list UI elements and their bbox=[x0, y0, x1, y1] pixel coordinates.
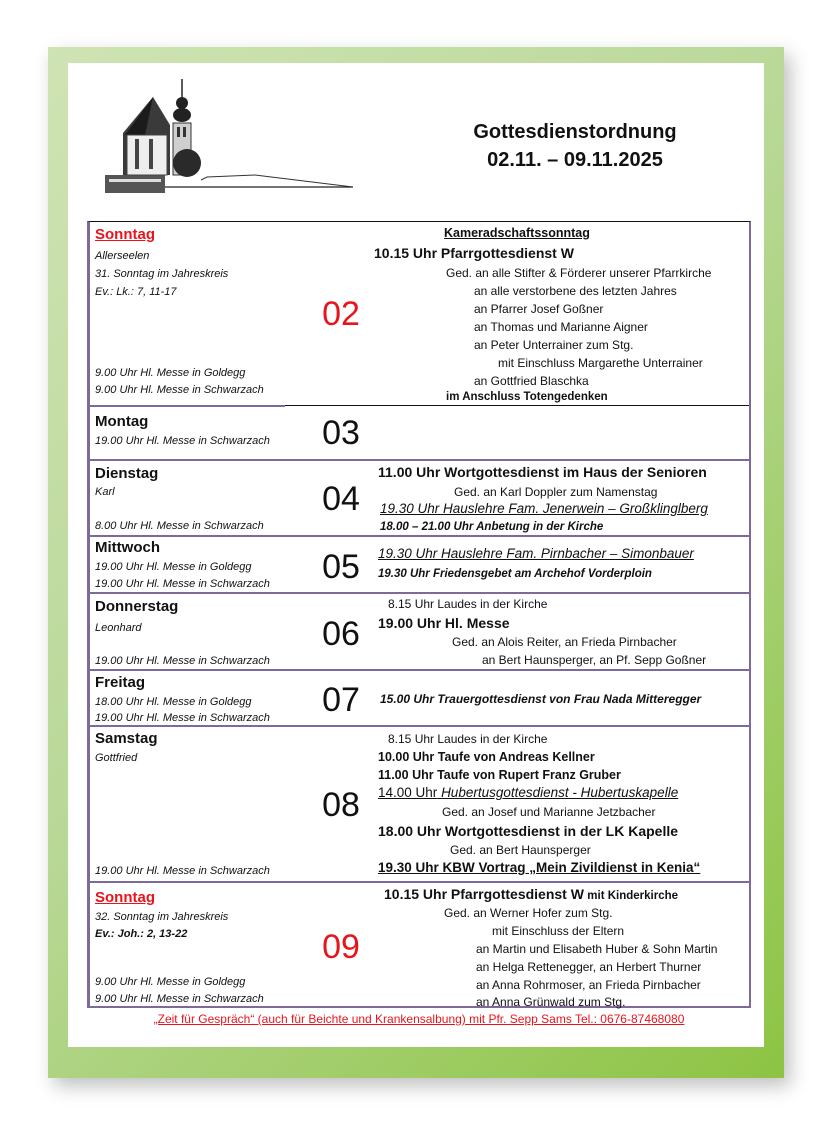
event-line: 11.00 Uhr Taufe von Rupert Franz Gruber bbox=[378, 768, 621, 782]
day-subtitle: Ev.: Joh.: 2, 13-22 bbox=[95, 928, 188, 940]
day-name: Montag bbox=[95, 413, 149, 430]
event-line: mit Einschluss der Eltern bbox=[492, 924, 625, 938]
day-number: 07 bbox=[322, 681, 360, 719]
day-number: 05 bbox=[322, 548, 360, 586]
date-range: 02.11. – 09.11.2025 bbox=[487, 149, 663, 171]
mass-time: 19.00 Uhr Hl. Messe in Schwarzach bbox=[95, 865, 270, 877]
event-line: Ged. an Alois Reiter, an Frieda Pirnbacher bbox=[452, 635, 677, 649]
event-line: 8.15 Uhr Laudes in der Kirche bbox=[388, 732, 548, 746]
day-subtitle: 32. Sonntag im Jahreskreis bbox=[95, 911, 229, 923]
day-subtitle: Karl bbox=[95, 486, 115, 498]
day-name: Sonntag bbox=[95, 226, 155, 243]
event-line: an alle verstorbene des letzten Jahres bbox=[474, 284, 677, 298]
day-row-samstag-08 bbox=[90, 725, 749, 881]
day-subtitle: Allerseelen bbox=[95, 250, 150, 262]
event-line: Ged. an Werner Hofer zum Stg. bbox=[444, 906, 613, 920]
event-line: 19.30 Uhr Hauslehre Fam. Jenerwein – Großklinglberg bbox=[380, 501, 708, 516]
event-line: 10.00 Uhr Taufe von Andreas Kellner bbox=[378, 750, 595, 764]
contact-footer: „Zeit für Gespräch“ (auch für Beichte und Krankensalbung) mit Pfr. Sepp Sams Tel.: 0676-87468080 bbox=[153, 1012, 685, 1026]
event-line: 8.15 Uhr Laudes in der Kirche bbox=[388, 597, 548, 611]
event-title: 10.15 Uhr Pfarrgottesdienst W bbox=[384, 886, 584, 902]
day-number: 03 bbox=[322, 414, 360, 452]
event-line: Kameradschaftssonntag bbox=[444, 226, 590, 240]
event-line bbox=[384, 885, 678, 905]
event-line: an Martin und Elisabeth Huber & Sohn Martin bbox=[476, 942, 718, 956]
event-line: 10.15 Uhr Pfarrgottesdienst W bbox=[374, 245, 574, 261]
day-name: Sonntag bbox=[95, 889, 155, 906]
day-subtitle: 31. Sonntag im Jahreskreis bbox=[95, 268, 229, 280]
event-line bbox=[378, 784, 678, 802]
day-row-sonntag-09 bbox=[90, 881, 749, 1007]
event-line: Ged. an alle Stifter & Förderer unserer Pfarrkirche bbox=[446, 266, 712, 280]
day-name: Samstag bbox=[95, 730, 158, 747]
event-line: Ged. an Karl Doppler zum Namenstag bbox=[454, 485, 658, 499]
day-name: Donnerstag bbox=[95, 598, 179, 615]
mass-time: 9.00 Uhr Hl. Messe in Schwarzach bbox=[95, 993, 264, 1005]
day-number: 02 bbox=[322, 295, 360, 333]
event-line: an Peter Unterrainer zum Stg. bbox=[474, 338, 634, 352]
event-line: 18.00 Uhr Wortgottesdienst in der LK Kapelle bbox=[378, 823, 679, 839]
day-row-donnerstag-06 bbox=[90, 592, 749, 669]
event-line: Ged. an Bert Haunsperger bbox=[450, 843, 591, 857]
mass-time: 19.00 Uhr Hl. Messe in Schwarzach bbox=[95, 655, 270, 667]
mass-time: 19.00 Uhr Hl. Messe in Schwarzach bbox=[95, 435, 270, 447]
event-line: 15.00 Uhr Trauergottesdienst von Frau Nada Mitteregger bbox=[380, 692, 702, 706]
event-line: an Bert Haunsperger, an Pf. Sepp Goßner bbox=[482, 653, 707, 667]
day-row-dienstag-04 bbox=[90, 459, 749, 535]
mass-time: 18.00 Uhr Hl. Messe in Goldegg bbox=[95, 696, 252, 708]
event-line: an Anna Rohrmoser, an Frieda Pirnbacher bbox=[476, 978, 701, 992]
event-line: 19.30 Uhr KBW Vortrag „Mein Zivildienst in Kenia“ bbox=[378, 860, 701, 875]
day-name: Freitag bbox=[95, 674, 146, 691]
day-subtitle: Leonhard bbox=[95, 622, 142, 634]
day-number: 08 bbox=[322, 786, 360, 824]
event-title: Hubertusgottesdienst - Hubertuskapelle bbox=[441, 785, 679, 800]
event-line: an Pfarrer Josef Goßner bbox=[474, 302, 604, 316]
day-number: 04 bbox=[322, 480, 360, 518]
event-line: mit Einschluss Margarethe Unterrainer bbox=[498, 356, 703, 370]
day-row-montag-03 bbox=[90, 405, 749, 459]
event-line: 18.00 – 21.00 Uhr Anbetung in der Kirche bbox=[380, 521, 604, 533]
day-subtitle: Gottfried bbox=[95, 752, 138, 764]
event-time: 14.00 Uhr bbox=[378, 785, 438, 800]
page-title bbox=[420, 118, 730, 174]
event-line: 11.00 Uhr Wortgottesdienst im Haus der Senioren bbox=[378, 464, 707, 480]
event-line: 19.30 Uhr Hauslehre Fam. Pirnbacher – Simonbauer bbox=[378, 546, 694, 561]
day-subtitle: Ev.: Lk.: 7, 11-17 bbox=[95, 286, 177, 298]
event-line: an Anna Grünwald zum Stg. bbox=[476, 995, 626, 1009]
event-line: an Thomas und Marianne Aigner bbox=[474, 320, 648, 334]
event-line: an Helga Rettenegger, an Herbert Thurner bbox=[476, 960, 702, 974]
title-text: Gottesdienstordnung bbox=[473, 121, 677, 143]
day-number: 09 bbox=[322, 928, 360, 966]
day-row-freitag-07 bbox=[90, 669, 749, 725]
mass-time: 9.00 Uhr Hl. Messe in Schwarzach bbox=[95, 384, 264, 396]
mass-time: 19.00 Uhr Hl. Messe in Goldegg bbox=[95, 561, 252, 573]
day-row-sonntag-02 bbox=[90, 222, 749, 405]
day-name: Mittwoch bbox=[95, 539, 160, 556]
mass-time: 8.00 Uhr Hl. Messe in Schwarzach bbox=[95, 520, 264, 532]
day-row-mittwoch-05 bbox=[90, 535, 749, 592]
church-icon bbox=[105, 75, 355, 205]
event-line: 19.00 Uhr Hl. Messe bbox=[378, 615, 510, 631]
mass-time: 9.00 Uhr Hl. Messe in Goldegg bbox=[95, 976, 246, 988]
mass-time: 9.00 Uhr Hl. Messe in Goldegg bbox=[95, 367, 246, 379]
event-line: Ged. an Josef und Marianne Jetzbacher bbox=[442, 805, 656, 819]
event-line: an Gottfried Blaschka bbox=[474, 374, 589, 388]
mass-time: 19.00 Uhr Hl. Messe in Schwarzach bbox=[95, 712, 270, 724]
day-name: Dienstag bbox=[95, 465, 159, 482]
event-suffix: mit Kinderkirche bbox=[587, 890, 679, 902]
mass-time: 19.00 Uhr Hl. Messe in Schwarzach bbox=[95, 578, 270, 590]
event-line: im Anschluss Totengedenken bbox=[446, 391, 608, 403]
schedule-table bbox=[87, 221, 751, 1008]
day-number: 06 bbox=[322, 615, 360, 653]
event-line: 19.30 Uhr Friedensgebet am Archehof Vorderploin bbox=[378, 568, 652, 580]
